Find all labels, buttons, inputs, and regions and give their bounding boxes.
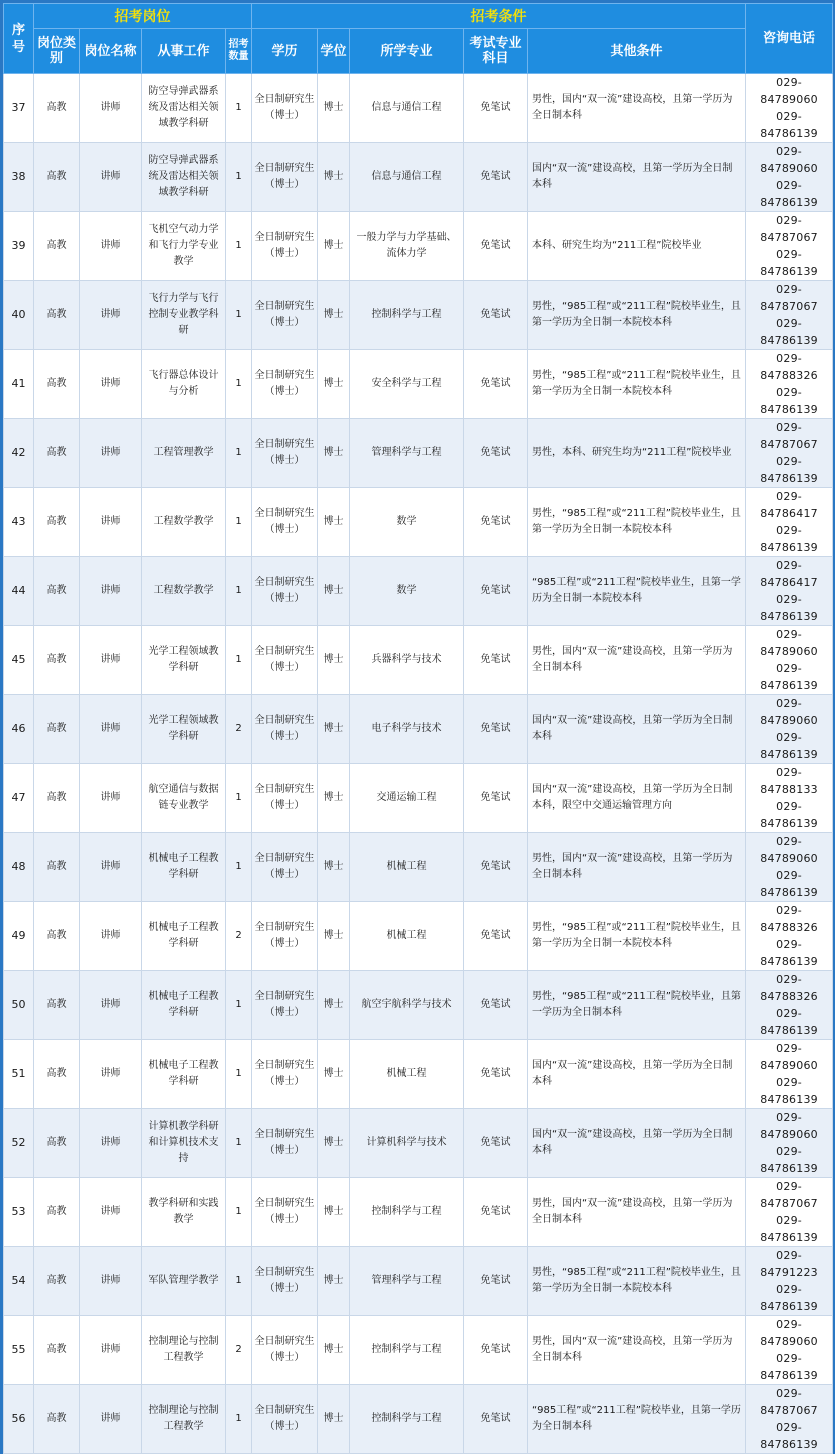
cell-phone	[746, 1385, 833, 1454]
phone-number-1: 029-84789060	[760, 697, 818, 727]
cell-education: 全日制研究生（博士）	[252, 1247, 318, 1316]
table-row	[4, 557, 833, 626]
header-exam: 考试专业科目	[464, 29, 528, 74]
cell-exam: 免笔试	[464, 833, 528, 902]
cell-no: 43	[4, 488, 34, 557]
cell-work: 机械电子工程教学科研	[142, 1040, 226, 1109]
cell-phone	[746, 1316, 833, 1385]
cell-degree: 博士	[318, 419, 350, 488]
cell-name: 讲师	[80, 74, 142, 143]
cell-other: 男性，国内“双一流”建设高校，且第一学历为全日制本科	[528, 74, 746, 143]
cell-type: 高教	[34, 143, 80, 212]
cell-name: 讲师	[80, 902, 142, 971]
cell-major: 机械工程	[350, 833, 464, 902]
cell-other: 男性，本科、研究生均为“211工程”院校毕业	[528, 419, 746, 488]
cell-major: 信息与通信工程	[350, 74, 464, 143]
phone-number-1: 029-84787067	[760, 1180, 818, 1210]
phone-number-2: 029-84786139	[760, 1214, 818, 1244]
cell-education: 全日制研究生（博士）	[252, 1385, 318, 1454]
cell-major: 信息与通信工程	[350, 143, 464, 212]
cell-name: 讲师	[80, 1040, 142, 1109]
cell-other: 男性，国内“双一流”建设高校，且第一学历为全日制本科	[528, 833, 746, 902]
header-group-post: 招考岗位	[34, 4, 252, 29]
cell-name: 讲师	[80, 281, 142, 350]
phone-number-1: 029-84787067	[760, 1387, 818, 1417]
cell-type: 高教	[34, 1316, 80, 1385]
cell-exam: 免笔试	[464, 350, 528, 419]
phone-number-1: 029-84788326	[760, 352, 818, 382]
header-group-conditions: 招考条件	[252, 4, 746, 29]
cell-no: 51	[4, 1040, 34, 1109]
cell-type: 高教	[34, 626, 80, 695]
table-row	[4, 1109, 833, 1178]
cell-degree: 博士	[318, 488, 350, 557]
cell-no: 53	[4, 1178, 34, 1247]
cell-degree: 博士	[318, 1178, 350, 1247]
cell-major: 管理科学与工程	[350, 419, 464, 488]
table-row	[4, 350, 833, 419]
cell-exam: 免笔试	[464, 764, 528, 833]
cell-exam: 免笔试	[464, 143, 528, 212]
cell-major: 交通运输工程	[350, 764, 464, 833]
phone-number-2: 029-84786139	[760, 731, 818, 761]
table-row	[4, 626, 833, 695]
cell-work: 飞行力学与飞行控制专业教学科研	[142, 281, 226, 350]
cell-name: 讲师	[80, 1247, 142, 1316]
cell-other: 男性，“985工程”或“211工程”院校毕业生，且第一学历为全日制一本院校本科	[528, 488, 746, 557]
cell-major: 数学	[350, 557, 464, 626]
cell-exam: 免笔试	[464, 212, 528, 281]
cell-no: 49	[4, 902, 34, 971]
cell-work: 飞行器总体设计与分析	[142, 350, 226, 419]
cell-type: 高教	[34, 74, 80, 143]
cell-no: 54	[4, 1247, 34, 1316]
phone-number-1: 029-84789060	[760, 1111, 818, 1141]
cell-major: 安全科学与工程	[350, 350, 464, 419]
cell-no: 48	[4, 833, 34, 902]
header-name: 岗位名称	[80, 29, 142, 74]
cell-name: 讲师	[80, 833, 142, 902]
cell-major: 控制科学与工程	[350, 281, 464, 350]
cell-work: 机械电子工程教学科研	[142, 902, 226, 971]
table-row	[4, 143, 833, 212]
cell-phone	[746, 281, 833, 350]
cell-education: 全日制研究生（博士）	[252, 626, 318, 695]
phone-number-1: 029-84789060	[760, 76, 818, 106]
cell-no: 44	[4, 557, 34, 626]
cell-degree: 博士	[318, 971, 350, 1040]
cell-degree: 博士	[318, 1316, 350, 1385]
cell-education: 全日制研究生（博士）	[252, 281, 318, 350]
phone-number-2: 029-84786139	[760, 1076, 818, 1106]
cell-major: 管理科学与工程	[350, 1247, 464, 1316]
cell-other: 男性，“985工程”或“211工程”院校毕业生，且第一学历为全日制一本院校本科	[528, 350, 746, 419]
table-row	[4, 971, 833, 1040]
cell-phone	[746, 764, 833, 833]
cell-other: 国内“双一流”建设高校，且第一学历为全日制本科	[528, 1109, 746, 1178]
cell-major: 电子科学与技术	[350, 695, 464, 764]
cell-name: 讲师	[80, 143, 142, 212]
cell-name: 讲师	[80, 557, 142, 626]
phone-number-2: 029-84786139	[760, 1352, 818, 1382]
cell-count: 1	[226, 281, 252, 350]
cell-type: 高教	[34, 350, 80, 419]
cell-other: 男性，国内“双一流”建设高校，且第一学历为全日制本科	[528, 626, 746, 695]
cell-exam: 免笔试	[464, 1040, 528, 1109]
cell-work: 控制理论与控制工程教学	[142, 1316, 226, 1385]
cell-phone	[746, 971, 833, 1040]
phone-number-1: 029-84791223	[760, 1249, 818, 1279]
table-row	[4, 1247, 833, 1316]
cell-phone	[746, 419, 833, 488]
cell-other: 国内“双一流”建设高校，且第一学历为全日制本科	[528, 695, 746, 764]
cell-phone	[746, 1040, 833, 1109]
cell-type: 高教	[34, 902, 80, 971]
table-row	[4, 1385, 833, 1454]
header-degree: 学位	[318, 29, 350, 74]
cell-education: 全日制研究生（博士）	[252, 764, 318, 833]
phone-number-1: 029-84789060	[760, 1318, 818, 1348]
phone-number-2: 029-84786139	[760, 938, 818, 968]
cell-count: 1	[226, 419, 252, 488]
cell-count: 1	[226, 1040, 252, 1109]
cell-exam: 免笔试	[464, 1247, 528, 1316]
cell-name: 讲师	[80, 1385, 142, 1454]
cell-count: 1	[226, 1109, 252, 1178]
cell-major: 控制科学与工程	[350, 1385, 464, 1454]
cell-no: 50	[4, 971, 34, 1040]
cell-type: 高教	[34, 1040, 80, 1109]
cell-count: 1	[226, 833, 252, 902]
phone-number-2: 029-84786139	[760, 1007, 818, 1037]
phone-number-2: 029-84786139	[760, 869, 818, 899]
phone-number-2: 029-84786139	[760, 593, 818, 623]
cell-type: 高教	[34, 971, 80, 1040]
cell-other: 男性，“985工程”或“211工程”院校毕业生，且第一学历为全日制一本院校本科	[528, 1247, 746, 1316]
header-other: 其他条件	[528, 29, 746, 74]
cell-exam: 免笔试	[464, 1109, 528, 1178]
cell-education: 全日制研究生（博士）	[252, 1109, 318, 1178]
cell-count: 1	[226, 557, 252, 626]
header-phone: 咨询电话	[746, 4, 833, 74]
cell-other: 国内“双一流”建设高校，且第一学历为全日制本科	[528, 143, 746, 212]
cell-type: 高教	[34, 1178, 80, 1247]
cell-degree: 博士	[318, 1109, 350, 1178]
cell-exam: 免笔试	[464, 488, 528, 557]
cell-work: 防空导弹武器系统及雷达相关领域教学科研	[142, 143, 226, 212]
cell-degree: 博士	[318, 1040, 350, 1109]
phone-number-1: 029-84789060	[760, 145, 818, 175]
cell-other: 男性，国内“双一流”建设高校，且第一学历为全日制本科	[528, 1316, 746, 1385]
cell-education: 全日制研究生（博士）	[252, 350, 318, 419]
cell-count: 1	[226, 350, 252, 419]
cell-name: 讲师	[80, 350, 142, 419]
cell-no: 56	[4, 1385, 34, 1454]
cell-name: 讲师	[80, 212, 142, 281]
cell-degree: 博士	[318, 1385, 350, 1454]
cell-type: 高教	[34, 695, 80, 764]
phone-number-1: 029-84788326	[760, 904, 818, 934]
cell-education: 全日制研究生（博士）	[252, 695, 318, 764]
cell-exam: 免笔试	[464, 902, 528, 971]
cell-count: 1	[226, 212, 252, 281]
cell-education: 全日制研究生（博士）	[252, 1316, 318, 1385]
table-row	[4, 902, 833, 971]
cell-degree: 博士	[318, 626, 350, 695]
cell-type: 高教	[34, 1247, 80, 1316]
cell-work: 计算机教学科研和计算机技术支持	[142, 1109, 226, 1178]
cell-phone	[746, 1178, 833, 1247]
phone-number-1: 029-84788133	[760, 766, 818, 796]
cell-other: 国内“双一流”建设高校，且第一学历为全日制本科，限空中交通运输管理方向	[528, 764, 746, 833]
cell-phone	[746, 626, 833, 695]
cell-major: 计算机科学与技术	[350, 1109, 464, 1178]
table-row	[4, 281, 833, 350]
cell-major: 一般力学与力学基础、流体力学	[350, 212, 464, 281]
header-type: 岗位类别	[34, 29, 80, 74]
cell-phone	[746, 833, 833, 902]
table-body	[4, 74, 833, 1454]
cell-other: “985工程”或“211工程”院校毕业生，且第一学历为全日制一本院校本科	[528, 557, 746, 626]
phone-number-1: 029-84788326	[760, 973, 818, 1003]
cell-education: 全日制研究生（博士）	[252, 971, 318, 1040]
cell-other: 本科、研究生均为“211工程”院校毕业	[528, 212, 746, 281]
table-header	[4, 4, 833, 74]
cell-exam: 免笔试	[464, 971, 528, 1040]
cell-degree: 博士	[318, 833, 350, 902]
cell-name: 讲师	[80, 971, 142, 1040]
cell-work: 航空通信与数据链专业教学	[142, 764, 226, 833]
cell-major: 航空宇航科学与技术	[350, 971, 464, 1040]
cell-major: 机械工程	[350, 902, 464, 971]
phone-number-2: 029-84786139	[760, 110, 818, 140]
header-major: 所学专业	[350, 29, 464, 74]
cell-count: 1	[226, 1385, 252, 1454]
cell-work: 光学工程领域教学科研	[142, 695, 226, 764]
cell-phone	[746, 1247, 833, 1316]
phone-number-2: 029-84786139	[760, 386, 818, 416]
cell-major: 控制科学与工程	[350, 1178, 464, 1247]
cell-count: 1	[226, 488, 252, 557]
phone-number-2: 029-84786139	[760, 317, 818, 347]
cell-education: 全日制研究生（博士）	[252, 74, 318, 143]
cell-work: 军队管理学教学	[142, 1247, 226, 1316]
cell-other: 男性，“985工程”或“211工程”院校毕业，且第一学历为全日制本科	[528, 971, 746, 1040]
cell-count: 2	[226, 902, 252, 971]
cell-degree: 博士	[318, 143, 350, 212]
table-row	[4, 1316, 833, 1385]
cell-major: 兵器科学与技术	[350, 626, 464, 695]
phone-number-2: 029-84786139	[760, 1145, 818, 1175]
cell-education: 全日制研究生（博士）	[252, 488, 318, 557]
cell-count: 1	[226, 626, 252, 695]
cell-type: 高教	[34, 419, 80, 488]
cell-no: 45	[4, 626, 34, 695]
phone-number-2: 029-84786139	[760, 662, 818, 692]
cell-other: 男性，“985工程”或“211工程”院校毕业生，且第一学历为全日制一本院校本科	[528, 281, 746, 350]
cell-degree: 博士	[318, 212, 350, 281]
cell-name: 讲师	[80, 695, 142, 764]
table-row	[4, 212, 833, 281]
cell-type: 高教	[34, 833, 80, 902]
phone-number-1: 029-84787067	[760, 421, 818, 451]
cell-work: 工程数学教学	[142, 557, 226, 626]
cell-count: 1	[226, 143, 252, 212]
cell-phone	[746, 1109, 833, 1178]
cell-education: 全日制研究生（博士）	[252, 143, 318, 212]
cell-work: 工程数学教学	[142, 488, 226, 557]
cell-other: 男性，国内“双一流”建设高校，且第一学历为全日制本科	[528, 1178, 746, 1247]
cell-degree: 博士	[318, 695, 350, 764]
cell-count: 2	[226, 1316, 252, 1385]
cell-name: 讲师	[80, 488, 142, 557]
cell-count: 1	[226, 1247, 252, 1316]
cell-exam: 免笔试	[464, 557, 528, 626]
cell-education: 全日制研究生（博士）	[252, 1040, 318, 1109]
cell-count: 1	[226, 971, 252, 1040]
phone-number-2: 029-84786139	[760, 1283, 818, 1313]
cell-major: 机械工程	[350, 1040, 464, 1109]
phone-number-1: 029-84787067	[760, 214, 818, 244]
cell-name: 讲师	[80, 419, 142, 488]
table-row	[4, 833, 833, 902]
cell-work: 机械电子工程教学科研	[142, 971, 226, 1040]
cell-degree: 博士	[318, 281, 350, 350]
cell-no: 37	[4, 74, 34, 143]
cell-type: 高教	[34, 764, 80, 833]
cell-education: 全日制研究生（博士）	[252, 212, 318, 281]
table-row	[4, 74, 833, 143]
cell-name: 讲师	[80, 764, 142, 833]
table-row	[4, 1178, 833, 1247]
cell-phone	[746, 143, 833, 212]
recruitment-table-frame	[3, 3, 832, 1451]
cell-name: 讲师	[80, 626, 142, 695]
cell-no: 38	[4, 143, 34, 212]
table-row	[4, 419, 833, 488]
cell-exam: 免笔试	[464, 74, 528, 143]
cell-other: 国内“双一流”建设高校，且第一学历为全日制本科	[528, 1040, 746, 1109]
table-row	[4, 695, 833, 764]
phone-number-1: 029-84789060	[760, 1042, 818, 1072]
cell-count: 1	[226, 764, 252, 833]
cell-type: 高教	[34, 488, 80, 557]
cell-exam: 免笔试	[464, 695, 528, 764]
cell-phone	[746, 902, 833, 971]
phone-number-1: 029-84786417	[760, 490, 818, 520]
cell-count: 1	[226, 1178, 252, 1247]
cell-education: 全日制研究生（博士）	[252, 1178, 318, 1247]
cell-work: 飞机空气动力学和飞行力学专业教学	[142, 212, 226, 281]
cell-education: 全日制研究生（博士）	[252, 902, 318, 971]
cell-work: 控制理论与控制工程教学	[142, 1385, 226, 1454]
cell-phone	[746, 695, 833, 764]
cell-count: 2	[226, 695, 252, 764]
cell-no: 52	[4, 1109, 34, 1178]
header-work: 从事工作	[142, 29, 226, 74]
cell-degree: 博士	[318, 557, 350, 626]
cell-count: 1	[226, 74, 252, 143]
cell-degree: 博士	[318, 1247, 350, 1316]
cell-type: 高教	[34, 1109, 80, 1178]
header-education: 学历	[252, 29, 318, 74]
cell-no: 41	[4, 350, 34, 419]
cell-major: 数学	[350, 488, 464, 557]
cell-phone	[746, 212, 833, 281]
phone-number-1: 029-84787067	[760, 283, 818, 313]
cell-no: 46	[4, 695, 34, 764]
cell-phone	[746, 74, 833, 143]
header-no: 序号	[4, 4, 34, 74]
phone-number-2: 029-84786139	[760, 800, 818, 830]
cell-work: 工程管理教学	[142, 419, 226, 488]
cell-exam: 免笔试	[464, 1178, 528, 1247]
phone-number-2: 029-84786139	[760, 1421, 818, 1451]
cell-work: 教学科研和实践教学	[142, 1178, 226, 1247]
table-row	[4, 488, 833, 557]
cell-work: 机械电子工程教学科研	[142, 833, 226, 902]
cell-work: 光学工程领域教学科研	[142, 626, 226, 695]
cell-exam: 免笔试	[464, 419, 528, 488]
cell-degree: 博士	[318, 764, 350, 833]
phone-number-2: 029-84786139	[760, 248, 818, 278]
phone-number-2: 029-84786139	[760, 179, 818, 209]
phone-number-2: 029-84786139	[760, 524, 818, 554]
cell-type: 高教	[34, 1385, 80, 1454]
recruitment-table	[3, 3, 833, 1454]
phone-number-2: 029-84786139	[760, 455, 818, 485]
cell-exam: 免笔试	[464, 1385, 528, 1454]
cell-type: 高教	[34, 557, 80, 626]
cell-degree: 博士	[318, 350, 350, 419]
cell-name: 讲师	[80, 1109, 142, 1178]
cell-no: 47	[4, 764, 34, 833]
cell-name: 讲师	[80, 1316, 142, 1385]
table-row	[4, 1040, 833, 1109]
cell-phone	[746, 488, 833, 557]
phone-number-1: 029-84786417	[760, 559, 818, 589]
cell-no: 42	[4, 419, 34, 488]
cell-no: 55	[4, 1316, 34, 1385]
cell-no: 39	[4, 212, 34, 281]
cell-phone	[746, 350, 833, 419]
cell-name: 讲师	[80, 1178, 142, 1247]
table-row	[4, 764, 833, 833]
cell-no: 40	[4, 281, 34, 350]
cell-work: 防空导弹武器系统及雷达相关领域教学科研	[142, 74, 226, 143]
cell-other: “985工程”或“211工程”院校毕业，且第一学历为全日制本科	[528, 1385, 746, 1454]
cell-major: 控制科学与工程	[350, 1316, 464, 1385]
header-count: 招考数量	[226, 29, 252, 74]
cell-exam: 免笔试	[464, 626, 528, 695]
cell-type: 高教	[34, 212, 80, 281]
cell-education: 全日制研究生（博士）	[252, 833, 318, 902]
phone-number-1: 029-84789060	[760, 628, 818, 658]
cell-education: 全日制研究生（博士）	[252, 419, 318, 488]
cell-exam: 免笔试	[464, 1316, 528, 1385]
phone-number-1: 029-84789060	[760, 835, 818, 865]
cell-exam: 免笔试	[464, 281, 528, 350]
cell-degree: 博士	[318, 902, 350, 971]
cell-degree: 博士	[318, 74, 350, 143]
cell-type: 高教	[34, 281, 80, 350]
cell-education: 全日制研究生（博士）	[252, 557, 318, 626]
cell-other: 男性，“985工程”或“211工程”院校毕业生，且第一学历为全日制一本院校本科	[528, 902, 746, 971]
cell-phone	[746, 557, 833, 626]
